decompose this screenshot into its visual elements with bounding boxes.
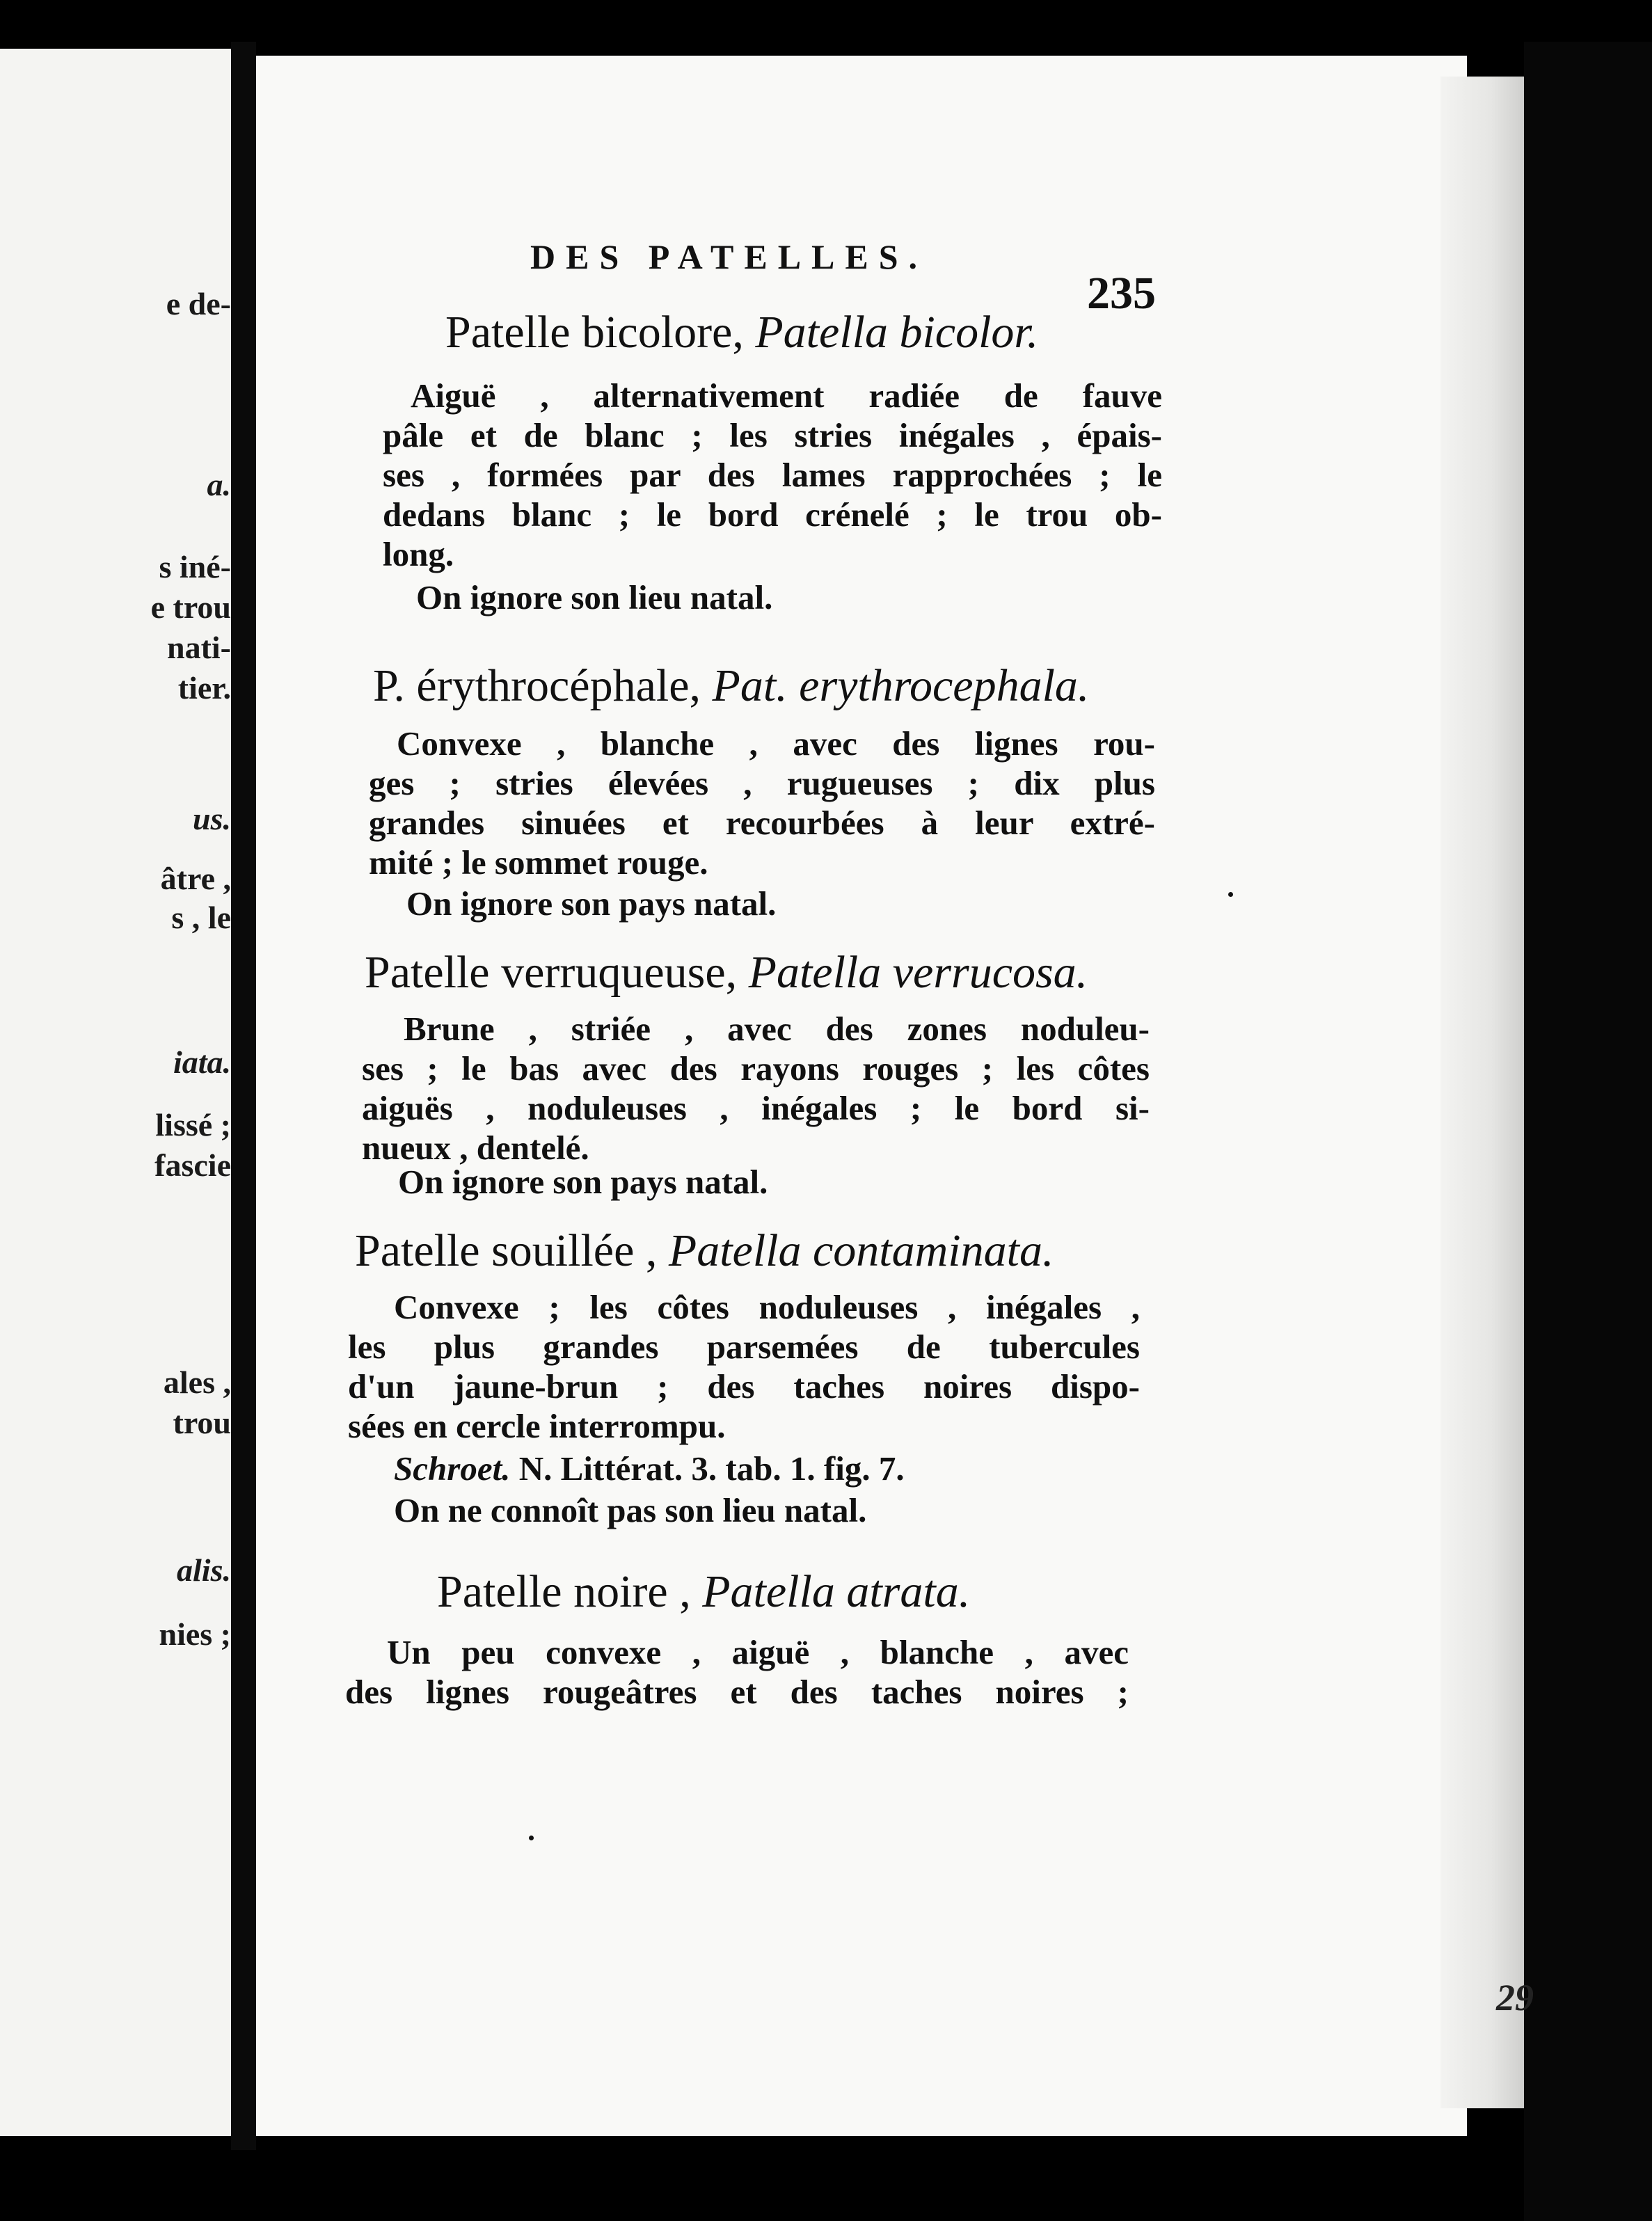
entry-description bbox=[369, 724, 1155, 882]
entry-description bbox=[362, 1009, 1150, 1168]
running-head: DES PATELLES. bbox=[530, 237, 928, 276]
description-line: d'un jaune-brun ; des taches noires dispo- bbox=[348, 1367, 1140, 1406]
description-line: Brune , striée , avec des zones noduleu- bbox=[404, 1010, 1150, 1048]
description-line: long. bbox=[383, 535, 454, 573]
title-french: Patelle verruqueuse, bbox=[365, 947, 738, 998]
description-line: mité ; le sommet rouge. bbox=[369, 843, 708, 882]
entry-description bbox=[345, 1632, 1129, 1712]
reference-author: Schroet. bbox=[394, 1449, 511, 1488]
description-line: dedans blanc ; le bord crénelé ; le trou ob- bbox=[383, 495, 1162, 534]
page-fore-edge bbox=[1440, 77, 1524, 2108]
entry-reference bbox=[394, 1449, 905, 1488]
entry-title bbox=[437, 1566, 970, 1618]
left-fragment: alis. bbox=[177, 1552, 231, 1588]
description-line: Aiguë , alternativement radiée de fauve bbox=[411, 376, 1162, 415]
left-fragment: ales , bbox=[163, 1364, 231, 1400]
left-fragment: s , le bbox=[171, 900, 231, 935]
description-line: Convexe , blanche , avec des lignes rou- bbox=[397, 724, 1155, 763]
title-french: Patelle bicolore, bbox=[445, 307, 744, 358]
left-fragment: nati- bbox=[167, 630, 231, 665]
folio-mark: 29 bbox=[1496, 1977, 1534, 2019]
left-fragment: nies ; bbox=[159, 1616, 231, 1652]
ink-speck bbox=[1228, 892, 1233, 897]
title-latin: Patella verrucosa. bbox=[748, 947, 1088, 998]
entry-habitat: On ignore son lieu natal. bbox=[416, 578, 773, 616]
entry-title bbox=[355, 1225, 1054, 1277]
reference-citation: N. Littérat. 3. tab. 1. fig. 7. bbox=[518, 1449, 905, 1488]
book-gutter bbox=[231, 42, 256, 2150]
ink-speck bbox=[529, 1836, 534, 1840]
description-line: ses ; le bas avec des rayons rouges ; les côtes bbox=[362, 1049, 1150, 1088]
left-fragment: trou bbox=[173, 1405, 231, 1440]
entry-description bbox=[348, 1287, 1140, 1446]
description-line: ses , formées par des lames rapprochées ; le bbox=[383, 456, 1162, 494]
description-line: les plus grandes parsemées de tubercules bbox=[348, 1328, 1140, 1366]
entry-habitat: On ignore son pays natal. bbox=[398, 1163, 768, 1201]
left-fragment: s iné- bbox=[159, 549, 231, 584]
title-latin: Patella contaminata. bbox=[668, 1225, 1054, 1276]
left-fragment: iata. bbox=[173, 1044, 231, 1080]
description-line: Un peu convexe , aiguë , blanche , avec bbox=[387, 1633, 1129, 1671]
description-line: des lignes rougeâtres et des taches noires ; bbox=[345, 1673, 1129, 1711]
left-facing-page bbox=[0, 49, 231, 2136]
page-number: 235 bbox=[1087, 268, 1156, 319]
left-fragment: tier. bbox=[177, 670, 231, 706]
left-fragment: e trou bbox=[150, 589, 231, 625]
entry-title bbox=[365, 946, 1088, 999]
description-line: grandes sinuées et recourbées à leur extré- bbox=[369, 804, 1155, 842]
left-fragment: fascie bbox=[154, 1147, 231, 1183]
description-line: pâle et de blanc ; les stries inégales , épais- bbox=[383, 416, 1162, 454]
entry-habitat: On ne connoît pas son lieu natal. bbox=[394, 1491, 867, 1529]
left-fragment: a. bbox=[207, 467, 231, 502]
entry-title bbox=[445, 306, 1038, 359]
entry-title bbox=[373, 660, 1089, 713]
description-line: Convexe ; les côtes noduleuses , inégales , bbox=[394, 1288, 1140, 1326]
entry-description bbox=[383, 376, 1162, 574]
left-fragment: us. bbox=[193, 801, 231, 836]
scan-background-edge bbox=[1524, 42, 1652, 2221]
title-french: P. érythrocéphale, bbox=[373, 660, 701, 711]
description-line: aiguës , noduleuses , inégales ; le bord si- bbox=[362, 1089, 1150, 1127]
description-line: nueux , dentelé. bbox=[362, 1129, 589, 1167]
description-line: sées en cercle interrompu. bbox=[348, 1407, 726, 1445]
entry-habitat: On ignore son pays natal. bbox=[406, 884, 777, 923]
left-fragment: lissé ; bbox=[155, 1107, 231, 1143]
title-french: Patelle souillée , bbox=[355, 1225, 658, 1276]
left-fragment: âtre , bbox=[160, 861, 231, 896]
title-latin: Pat. erythrocephala. bbox=[712, 660, 1090, 711]
title-french: Patelle noire , bbox=[437, 1566, 691, 1617]
title-latin: Patella bicolor. bbox=[755, 307, 1039, 358]
title-latin: Patella atrata. bbox=[702, 1566, 971, 1617]
left-fragment: e de- bbox=[166, 286, 231, 321]
description-line: ges ; stries élevées , rugueuses ; dix plus bbox=[369, 764, 1155, 802]
